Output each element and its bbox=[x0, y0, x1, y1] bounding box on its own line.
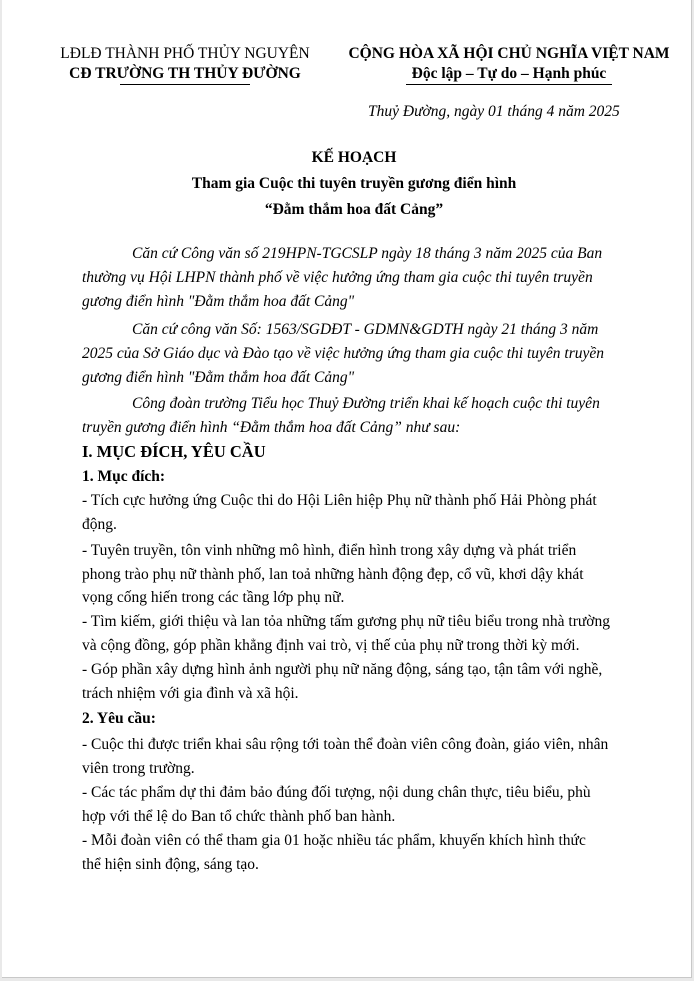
header-left-underline bbox=[120, 84, 250, 85]
purpose-item-3-line-1: - Tìm kiếm, giới thiệu và lan tỏa những tấm gương phụ nữ tiêu biểu trong nhà trường bbox=[82, 613, 610, 630]
document-subtitle-2: “Đằm thắm hoa đất Cảng” bbox=[264, 201, 444, 218]
purpose-item-2-line-2: phong trào phụ nữ thành phố, lan toả những hành động đẹp, cổ vũ, khơi dậy khát bbox=[82, 566, 584, 583]
national-motto: Độc lập – Tự do – Hạnh phúc bbox=[411, 65, 607, 82]
requirement-item-1-line-2: viên trong trường. bbox=[82, 760, 195, 777]
requirement-item-3-line-2: thể hiện sinh động, sáng tạo. bbox=[82, 856, 259, 873]
org-name-line2: CĐ TRƯỜNG TH THỦY ĐƯỜNG bbox=[69, 65, 301, 82]
org-name-line1: LĐLĐ THÀNH PHỐ THỦY NGUYÊN bbox=[60, 45, 310, 62]
national-title: CỘNG HÒA XÃ HỘI CHỦ NGHĨA VIỆT NAM bbox=[348, 45, 670, 62]
document-page bbox=[2, 0, 692, 978]
preamble-2-line-3: gương điển hình "Đằm thắm hoa đất Cảng" bbox=[82, 369, 355, 386]
preamble-2-line-1: Căn cứ công văn Số: 1563/SGDĐT - GDMN&GDTH ngày 21 tháng 3 năm bbox=[132, 321, 599, 338]
requirement-item-2-line-1: - Các tác phẩm dự thi đảm bảo đúng đối tượng, nội dung chân thực, tiêu biểu, phù bbox=[82, 784, 591, 801]
document-title: KẾ HOẠCH bbox=[311, 149, 397, 166]
requirement-item-2-line-2: hợp với thể lệ do Ban tổ chức thành phố ban hành. bbox=[82, 808, 396, 825]
preamble-3-line-2: truyền gương điển hình “Đằm thắm hoa đất Cảng” như sau: bbox=[82, 419, 461, 436]
purpose-item-4-line-2: trách nhiệm với gia đình và xã hội. bbox=[82, 685, 299, 702]
section-1-2-heading: 2. Yêu cầu: bbox=[82, 710, 156, 727]
section-1-1-heading: 1. Mục đích: bbox=[82, 468, 166, 485]
preamble-1-line-3: gương điển hình "Đằm thắm hoa đất Cảng" bbox=[82, 293, 355, 310]
purpose-item-1-line-2: động. bbox=[82, 516, 117, 533]
header-right-underline bbox=[406, 84, 612, 85]
preamble-1-line-2: thường vụ Hội LHPN thành phố về việc hưởng ứng tham gia cuộc thi tuyên truyền bbox=[82, 269, 593, 286]
purpose-item-2-line-3: vọng cống hiến trong các tầng lớp phụ nữ. bbox=[82, 589, 345, 606]
purpose-item-3-line-2: và cộng đồng, góp phần khẳng định vai trò, vị thế của phụ nữ trong thời kỳ mới. bbox=[82, 637, 580, 654]
document-subtitle-1: Tham gia Cuộc thi tuyên truyền gương điển hình bbox=[191, 175, 517, 192]
date-line: Thuỷ Đường, ngày 01 tháng 4 năm 2025 bbox=[368, 103, 620, 120]
preamble-3-line-1: Công đoàn trường Tiểu học Thuỷ Đường triển khai kế hoạch cuộc thi tuyên bbox=[132, 395, 600, 412]
preamble-1-line-1: Căn cứ Công văn số 219HPN-TGCSLP ngày 18 tháng 3 năm 2025 của Ban bbox=[132, 245, 603, 262]
purpose-item-2-line-1: - Tuyên truyền, tôn vinh những mô hình, điển hình trong xây dựng và phát triển bbox=[82, 542, 577, 559]
purpose-item-1-line-1: - Tích cực hưởng ứng Cuộc thi do Hội Liên hiệp Phụ nữ thành phố Hải Phòng phát bbox=[82, 492, 597, 509]
section-1-heading: I. MỤC ĐÍCH, YÊU CẦU bbox=[82, 442, 266, 461]
requirement-item-1-line-1: - Cuộc thi được triển khai sâu rộng tới toàn thể đoàn viên công đoàn, giáo viên, nhân bbox=[82, 736, 609, 753]
preamble-2-line-2: 2025 của Sở Giáo dục và Đào tạo về việc hưởng ứng tham gia cuộc thi tuyên truyền bbox=[82, 345, 605, 362]
requirement-item-3-line-1: - Mỗi đoàn viên có thể tham gia 01 hoặc nhiều tác phẩm, khuyến khích hình thức bbox=[82, 832, 586, 849]
purpose-item-4-line-1: - Góp phần xây dựng hình ảnh người phụ nữ năng động, sáng tạo, tận tâm với nghề, bbox=[82, 661, 603, 678]
